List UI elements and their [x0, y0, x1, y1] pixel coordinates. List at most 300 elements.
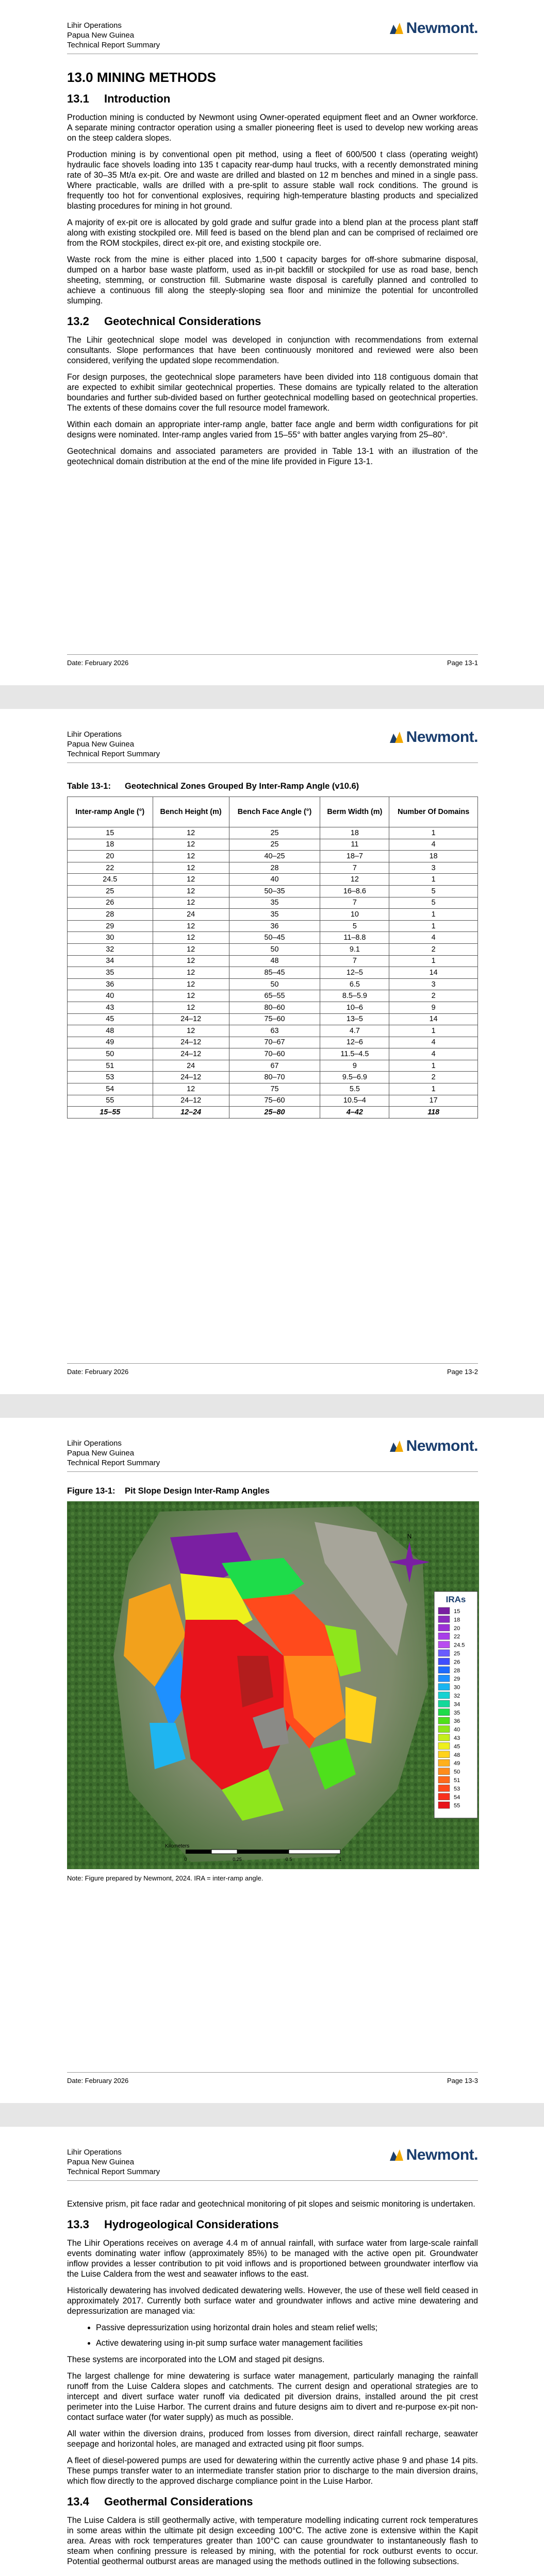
table-row — [68, 1060, 478, 1072]
header-line-1: Lihir Operations — [67, 1439, 122, 1448]
table-cell: 12–6 — [320, 1037, 389, 1048]
table-cell: 80–60 — [229, 1002, 320, 1013]
legend-swatch — [438, 1734, 450, 1741]
table-cell: 50 — [68, 1048, 153, 1060]
table-cell: 18 — [68, 839, 153, 851]
legend-label: 36 — [454, 1718, 460, 1725]
paragraph: The Luise Caldera is still geothermally active, with temperature modelling indicating current rock temperatures in some areas within the ultimate pit design exceeding 100°C. The active zone is extensive within the Kapit area. Areas with rock temperatures greater than 100°C can cause groundwater to instantaneously flash to steam when confining pressure is released by mining, with the potential for rock outburst events to occur. Potential geothermal outburst areas are managed using the methods outlined in the following subsections. — [67, 2516, 478, 2566]
header-line-2: Papua New Guinea — [67, 740, 135, 749]
table-cell: 24–12 — [153, 1095, 229, 1107]
subsection-number: 13.1 — [67, 92, 89, 105]
table-caption — [67, 781, 478, 791]
table-cell: 3 — [389, 978, 478, 990]
table-cell: 20 — [68, 851, 153, 862]
table-cell: 34 — [68, 955, 153, 967]
legend-label: 22 — [454, 1634, 460, 1640]
legend-swatch — [438, 1675, 450, 1682]
report-page-2 — [0, 709, 544, 1394]
caption-number: Figure 13-1: — [67, 1486, 116, 1496]
table-cell: 10.5–4 — [320, 1095, 389, 1107]
table-row — [68, 955, 478, 967]
table-cell: 17 — [389, 1095, 478, 1107]
legend-label: 45 — [454, 1743, 460, 1750]
table-cell: 12 — [153, 839, 229, 851]
legend-swatch — [438, 1658, 450, 1665]
page-body — [67, 781, 478, 1118]
page-header-text — [67, 1438, 160, 1468]
table-cell: 50–45 — [229, 932, 320, 944]
subsection-heading-13-3 — [67, 2219, 478, 2230]
legend-swatch — [438, 1751, 450, 1758]
page-header-text — [67, 2147, 160, 2177]
table-cell: 70–67 — [229, 1037, 320, 1048]
table-cell: 24 — [153, 909, 229, 921]
legend-swatch — [438, 1667, 450, 1673]
paragraph: A fleet of diesel-powered pumps are used for dewatering within the currently active phase 9 and phase 14 pits. These pumps transfer water to an intermediate transfer station prior to discharge to the main diversion drains, which flow directly to the approved discharge compliance point in the Luise Harbor. — [67, 2456, 478, 2486]
table-cell: 24 — [153, 1060, 229, 1072]
column-header: Berm Width (m) — [320, 797, 389, 827]
legend-label: 30 — [454, 1684, 460, 1691]
logo-wordmark: Newmont. — [406, 2146, 478, 2163]
table-row — [68, 862, 478, 874]
caption-number: Table 13-1: — [67, 782, 111, 791]
legend-label: 49 — [454, 1760, 460, 1767]
footer-page-number: Page 13-1 — [447, 659, 478, 667]
header-line-3: Technical Report Summary — [67, 41, 160, 49]
header-line-1: Lihir Operations — [67, 21, 122, 30]
table-row — [68, 1095, 478, 1107]
scale-label: Kilometers — [165, 1843, 190, 1849]
table-cell: 29 — [68, 920, 153, 932]
paragraph: Production mining is by conventional open pit method, using a fleet of 600/500 t class (operating weight) hydraulic face shovels loading into 135 t capacity rear-dump haul trucks, with a recently demonstrated mining rate of 30–35 Mt/a ex-pit. Ore and waste are drilled and blasted on 12 m benches and mined in a single pass. Where practicable, walls are drilled with a pre-split to assure stable wall rock conditions. The ground is frequently too hot for conventional explosives, requiring high-temperature blasting products and specialized blasting procedures for mining in hot ground. — [67, 150, 478, 211]
table-cell: 70–60 — [229, 1048, 320, 1060]
table-cell: 9 — [389, 1002, 478, 1013]
figure-caption — [67, 1486, 478, 1496]
header-line-3: Technical Report Summary — [67, 1459, 160, 1467]
footer-page-number: Page 13-3 — [447, 2077, 478, 2084]
table-total-cell: 15–55 — [68, 1107, 153, 1118]
page-body — [67, 2199, 478, 2576]
table-cell: 2 — [389, 1072, 478, 1083]
legend-label: 34 — [454, 1701, 460, 1708]
subsection-heading-13-2 — [67, 316, 478, 327]
header-line-2: Papua New Guinea — [67, 2158, 135, 2166]
table-cell: 3 — [389, 862, 478, 874]
table-cell: 40 — [68, 990, 153, 1002]
header-rule — [67, 1471, 478, 1472]
table-cell: 25 — [68, 885, 153, 897]
page-header-text — [67, 21, 160, 50]
table-cell: 24.5 — [68, 874, 153, 886]
subsection-title: Introduction — [104, 92, 171, 105]
column-header: Bench Height (m) — [153, 797, 229, 827]
caption-title: Geotechnical Zones Grouped By Inter-Ramp Angle (v10.6) — [125, 782, 359, 791]
table-cell: 24–12 — [153, 1013, 229, 1025]
logo-wordmark: Newmont. — [406, 20, 478, 37]
table-cell: 11.5–4.5 — [320, 1048, 389, 1060]
table-cell: 12–5 — [320, 967, 389, 979]
table-cell: 35 — [229, 909, 320, 921]
table-cell: 75–60 — [229, 1095, 320, 1107]
table-cell: 1 — [389, 909, 478, 921]
table-cell: 14 — [389, 967, 478, 979]
table-row — [68, 1013, 478, 1025]
table-cell: 36 — [229, 920, 320, 932]
table-cell: 10 — [320, 909, 389, 921]
legend-label: 25 — [454, 1651, 460, 1657]
table-cell: 12 — [153, 897, 229, 909]
legend-swatch — [438, 1700, 450, 1707]
paragraph: For design purposes, the geotechnical slope parameters have been divided into 118 contiguous domain that are expected to exhibit similar geotechnical properties. These domains are typically related to the alteration boundaries and further sub-divided based on further geotechnical modelling based on geotechnical properties. The extents of these domains cover the full resource model framework. — [67, 372, 478, 413]
table-cell: 9.5–6.9 — [320, 1072, 389, 1083]
legend-swatch — [438, 1633, 450, 1639]
table-cell: 50 — [229, 978, 320, 990]
table-cell: 85–45 — [229, 967, 320, 979]
table-cell: 1 — [389, 1060, 478, 1072]
table-cell: 43 — [68, 1002, 153, 1013]
newmont-logo-icon — [389, 2148, 404, 2162]
subsection-heading-13-4 — [67, 2497, 478, 2507]
legend-swatch — [438, 1717, 450, 1724]
subsection-heading-13-1 — [67, 94, 478, 104]
newmont-logo — [389, 2146, 478, 2164]
compass-north-label: N — [407, 1533, 412, 1540]
paragraph: A majority of ex-pit ore is allocated by gold grade and sulfur grade into a blend plan at the process plant staff along with existing stockpiled ore. Mill feed is based on the blend plan and can be comprised of reclaimed ore from the ROM stockpiles, direct ex-pit ore, and existing stockpile ore. — [67, 218, 478, 248]
legend-label: 18 — [454, 1617, 460, 1623]
table-cell: 4 — [389, 839, 478, 851]
legend-swatch — [438, 1785, 450, 1791]
table-cell: 12 — [153, 827, 229, 839]
paragraph: The Lihir Operations receives on average 4.4 m of annual rainfall, with surface water from large-scale rainfall events dominating water inflow (approximately 85%) to be managed with the active open pit. Groundwater inflow provides a lesser contribution to pit void inflows and is proportioned between groundwater interflow via the Luise Caldera from the west and seawater inflows to the east. — [67, 2239, 478, 2279]
header-line-1: Lihir Operations — [67, 2148, 122, 2157]
table-row — [68, 1083, 478, 1095]
table-cell: 12 — [153, 851, 229, 862]
table-cell: 1 — [389, 955, 478, 967]
table-cell: 12 — [153, 1002, 229, 1013]
legend-label: 53 — [454, 1786, 460, 1792]
newmont-logo — [389, 1437, 478, 1455]
table-cell: 48 — [68, 1025, 153, 1037]
legend-swatch — [438, 1793, 450, 1800]
table-cell: 18 — [320, 827, 389, 839]
table-row — [68, 1025, 478, 1037]
table-cell: 18–7 — [320, 851, 389, 862]
legend-swatch — [438, 1607, 450, 1614]
newmont-logo — [389, 728, 478, 746]
legend-swatch — [438, 1641, 450, 1648]
table-cell: 75 — [229, 1083, 320, 1095]
table-cell: 12 — [153, 932, 229, 944]
section-number: 13.0 — [67, 70, 93, 85]
table-cell: 28 — [68, 909, 153, 921]
table-cell: 24–12 — [153, 1048, 229, 1060]
table-cell: 4 — [389, 1048, 478, 1060]
subsection-title: Hydrogeological Considerations — [104, 2218, 279, 2231]
subsection-title: Geothermal Considerations — [104, 2495, 253, 2508]
table-row — [68, 1048, 478, 1060]
legend-label: 51 — [454, 1777, 460, 1784]
table-row — [68, 978, 478, 990]
table-cell: 12 — [153, 874, 229, 886]
geotechnical-zones-table — [67, 796, 478, 1118]
pit-slope-map — [67, 1501, 479, 1869]
scale-tick-label: 1 — [339, 1857, 342, 1862]
scale-bar — [186, 1850, 340, 1854]
page-footer — [67, 1363, 478, 1376]
table-cell: 9.1 — [320, 943, 389, 955]
table-cell: 36 — [68, 978, 153, 990]
table-cell: 5 — [320, 920, 389, 932]
legend-swatch — [438, 1776, 450, 1783]
table-cell: 75–60 — [229, 1013, 320, 1025]
bullet-list — [67, 2323, 478, 2348]
table-row — [68, 851, 478, 862]
table-cell: 30 — [68, 932, 153, 944]
paragraph: The largest challenge for mine dewatering is surface water management, particularly managing the rainfall runoff from the Luise Caldera slopes and catchments. The current design and operational strategies are to intercept and divert surface water runoff via dedicated pit diversion drains, installed around the pit crest perimeter into the Luise Harbor. The current drains and future designs aim to divert and re-purpose ex-pit non-contact surface water (for water supply) as much as possible. — [67, 2371, 478, 2422]
footer-date: Date: February 2026 — [67, 2077, 129, 2084]
table-cell: 32 — [68, 943, 153, 955]
table-cell: 40 — [229, 874, 320, 886]
table-cell: 26 — [68, 897, 153, 909]
caption-title: Pit Slope Design Inter-Ramp Angles — [125, 1486, 270, 1496]
table-total-cell: 118 — [389, 1107, 478, 1118]
table-cell: 2 — [389, 990, 478, 1002]
table-cell: 53 — [68, 1072, 153, 1083]
table-cell: 65–55 — [229, 990, 320, 1002]
table-cell: 1 — [389, 1083, 478, 1095]
figure-note: Note: Figure prepared by Newmont, 2024. IRA = inter-ramp angle. — [67, 1874, 263, 1882]
legend-label: 26 — [454, 1659, 460, 1666]
paragraph: Within each domain an appropriate inter-ramp angle, batter face angle and berm width configurations for pit designs were nominated. Inter-ramp angles varied from 15–55° with batter angles varying from 25–80°. — [67, 420, 478, 439]
table-row — [68, 885, 478, 897]
page-body — [67, 1486, 478, 1884]
header-rule — [67, 762, 478, 763]
subsection-number: 13.2 — [67, 315, 89, 328]
newmont-logo-icon — [389, 22, 404, 35]
table-cell: 22 — [68, 862, 153, 874]
legend-swatch — [438, 1692, 450, 1699]
newmont-logo — [389, 20, 478, 37]
table-row — [68, 1072, 478, 1083]
legend-swatch — [438, 1802, 450, 1808]
table-cell: 35 — [68, 967, 153, 979]
table-cell: 7 — [320, 955, 389, 967]
subsection-title: Geotechnical Considerations — [104, 315, 261, 328]
table-cell: 1 — [389, 874, 478, 886]
legend-label: 50 — [454, 1769, 460, 1775]
list-item: • Passive depressurization using horizontal drain holes and steam relief wells; — [96, 2323, 478, 2333]
paragraph: Geotechnical domains and associated parameters are provided in Table 13-1 with an illustration of the geotechnical domain distribution at the end of the mine life provided in Figure 13-1. — [67, 447, 478, 466]
legend-swatch — [438, 1650, 450, 1656]
table-cell: 12 — [153, 943, 229, 955]
table-row — [68, 920, 478, 932]
legend-label: 54 — [454, 1794, 460, 1801]
legend-label: 32 — [454, 1693, 460, 1699]
table-cell: 28 — [229, 862, 320, 874]
legend-label: 43 — [454, 1735, 460, 1741]
table-total-cell: 12–24 — [153, 1107, 229, 1118]
legend-label: 55 — [454, 1803, 460, 1809]
table-cell: 16–8.6 — [320, 885, 389, 897]
table-cell: 5 — [389, 897, 478, 909]
page-footer — [67, 2072, 478, 2084]
table-cell: 24–12 — [153, 1037, 229, 1048]
table-cell: 1 — [389, 1025, 478, 1037]
table-cell: 40–25 — [229, 851, 320, 862]
table-total-cell: 4–42 — [320, 1107, 389, 1118]
scale-tick-label: 0 — [184, 1857, 187, 1862]
page-body — [67, 72, 478, 473]
subsection-number: 13.3 — [67, 2218, 89, 2231]
legend-swatch — [438, 1768, 450, 1775]
table-cell: 35 — [229, 897, 320, 909]
pit-slope-map-figure — [67, 1501, 479, 1869]
legend-label: 15 — [454, 1608, 460, 1615]
table-body — [68, 827, 478, 1118]
report-page-1 — [0, 0, 544, 685]
page-footer — [67, 654, 478, 667]
table-cell: 14 — [389, 1013, 478, 1025]
table-row — [68, 874, 478, 886]
table-cell: 12 — [320, 874, 389, 886]
table-header-row — [68, 797, 478, 827]
table-row — [68, 909, 478, 921]
header-line-2: Papua New Guinea — [67, 1449, 135, 1458]
section-heading — [67, 70, 478, 85]
table-total-row — [68, 1107, 478, 1118]
subsection-number: 13.4 — [67, 2495, 89, 2508]
header-line-3: Technical Report Summary — [67, 750, 160, 758]
table-row — [68, 1002, 478, 1013]
table-cell: 1 — [389, 827, 478, 839]
table-cell: 50–35 — [229, 885, 320, 897]
legend-swatch — [438, 1684, 450, 1690]
newmont-logo-icon — [389, 731, 404, 744]
paragraph: Extensive prism, pit face radar and geotechnical monitoring of pit slopes and seismic monitoring is undertaken. — [67, 2199, 475, 2209]
table-cell: 25 — [229, 839, 320, 851]
report-page-4 — [0, 2127, 544, 2576]
section-title: MINING METHODS — [96, 70, 216, 85]
legend-label: 35 — [454, 1709, 460, 1716]
table-cell: 49 — [68, 1037, 153, 1048]
table-cell: 10–6 — [320, 1002, 389, 1013]
legend-title: IRAs — [446, 1595, 466, 1604]
table-cell: 12 — [153, 1083, 229, 1095]
table-row — [68, 827, 478, 839]
table-cell: 12 — [153, 978, 229, 990]
table-cell: 11–8.8 — [320, 932, 389, 944]
table-cell: 11 — [320, 839, 389, 851]
table-cell: 4 — [389, 1037, 478, 1048]
column-header: Number Of Domains — [389, 797, 478, 827]
table-cell: 12 — [153, 1025, 229, 1037]
paragraph: Waste rock from the mine is either placed into 1,500 t capacity barges for off-shore submarine disposal, dumped on a harbor base waste platform, used as in-pit backfill or stockpiled for use as road base, bench sheeting, stemming, or construction fill. Submarine waste disposal is carefully planned and controlled to achieve a continuous fill along the steeply-sloping sea floor and minimize the potential for uncontrolled slumping. — [67, 255, 478, 306]
table-cell: 8.5–5.9 — [320, 990, 389, 1002]
table-cell: 48 — [229, 955, 320, 967]
table-cell: 25 — [229, 827, 320, 839]
legend-label: 28 — [454, 1667, 460, 1674]
legend-swatch — [438, 1616, 450, 1622]
table-cell: 12 — [153, 990, 229, 1002]
paragraph: All water within the diversion drains, produced from losses from diversion, direct rainfall recharge, seawater seepage and horizontal holes, are managed and extracted using pit floor sumps. — [67, 2429, 478, 2449]
table-cell: 13–5 — [320, 1013, 389, 1025]
table-row — [68, 943, 478, 955]
legend-label: 40 — [454, 1726, 460, 1733]
legend-swatch — [438, 1759, 450, 1766]
table-row — [68, 932, 478, 944]
legend-label: 24.5 — [454, 1642, 465, 1649]
table-row — [68, 897, 478, 909]
table-row — [68, 967, 478, 979]
logo-wordmark: Newmont. — [406, 1437, 478, 1454]
legend-label: 20 — [454, 1625, 460, 1632]
legend-label: 29 — [454, 1676, 460, 1683]
paragraph: Production mining is conducted by Newmont using Owner-operated equipment fleet and an Owner workforce. A separate mining contractor operation using a smaller pioneering fleet is used to develop new working areas on the steep caldera slopes. — [67, 113, 478, 143]
table-cell: 55 — [68, 1095, 153, 1107]
table-cell: 12 — [153, 885, 229, 897]
table-cell: 15 — [68, 827, 153, 839]
scale-tick-label: 0.5 — [285, 1857, 292, 1862]
table-total-cell: 25–80 — [229, 1107, 320, 1118]
table-row — [68, 1037, 478, 1048]
table-cell: 5 — [389, 885, 478, 897]
table-cell: 9 — [320, 1060, 389, 1072]
legend-swatch — [438, 1624, 450, 1631]
table-row — [68, 990, 478, 1002]
report-page-3 — [0, 1418, 544, 2103]
table-cell: 12 — [153, 955, 229, 967]
header-rule — [67, 2180, 478, 2181]
table-cell: 12 — [153, 967, 229, 979]
header-line-3: Technical Report Summary — [67, 2167, 160, 2176]
table-cell: 6.5 — [320, 978, 389, 990]
footer-date: Date: February 2026 — [67, 1368, 129, 1376]
footer-page-number: Page 13-2 — [447, 1368, 478, 1376]
header-line-1: Lihir Operations — [67, 730, 122, 739]
scale-tick-label: 0.25 — [233, 1857, 242, 1862]
table-cell: 7 — [320, 862, 389, 874]
legend-swatch — [438, 1726, 450, 1733]
table-cell: 67 — [229, 1060, 320, 1072]
legend-swatch — [438, 1709, 450, 1716]
footer-date: Date: February 2026 — [67, 659, 129, 667]
table-cell: 4 — [389, 932, 478, 944]
table-cell: 12 — [153, 862, 229, 874]
table-cell: 80–70 — [229, 1072, 320, 1083]
table-cell: 63 — [229, 1025, 320, 1037]
table-cell: 12 — [153, 920, 229, 932]
column-header: Bench Face Angle (°) — [229, 797, 320, 827]
table-cell: 7 — [320, 897, 389, 909]
paragraph: Historically dewatering has involved dedicated dewatering wells. However, the use of these well field ceased in approximately 2017. Currently both surface water and groundwater inflows and active mine dewatering and depressurization are managed via: — [67, 2286, 478, 2316]
newmont-logo-icon — [389, 1439, 404, 1453]
table-cell: 18 — [389, 851, 478, 862]
table-cell: 4.7 — [320, 1025, 389, 1037]
table-cell: 51 — [68, 1060, 153, 1072]
page-header-text — [67, 730, 160, 759]
logo-wordmark: Newmont. — [406, 728, 478, 745]
legend-swatch — [438, 1742, 450, 1749]
table-cell: 1 — [389, 920, 478, 932]
paragraph: The Lihir geotechnical slope model was developed in conjunction with recommendations from external consultants. Slope performances that have been continuously monitored and reviewed were also been considered, verifying the updated slope recommendation. — [67, 335, 478, 365]
table-cell: 2 — [389, 943, 478, 955]
table-cell: 24–12 — [153, 1072, 229, 1083]
legend-label: 48 — [454, 1752, 460, 1758]
list-item: • Active dewatering using in-pit sump surface water management facilities — [96, 2338, 478, 2348]
table-cell: 5.5 — [320, 1083, 389, 1095]
column-header: Inter-ramp Angle (°) — [68, 797, 153, 827]
table-cell: 45 — [68, 1013, 153, 1025]
